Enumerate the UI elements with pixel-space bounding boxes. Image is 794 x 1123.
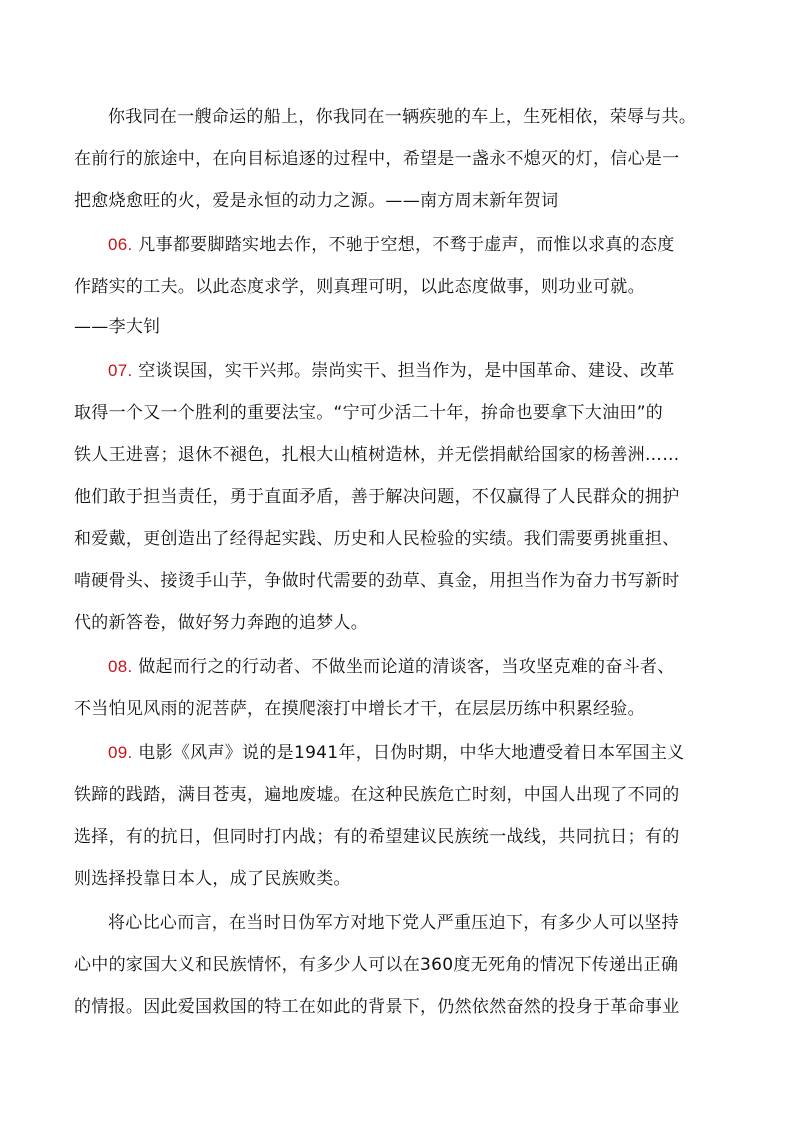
p3-line-6: 啃硬骨头、接烫手山芋，争做时代需要的劲草、真金，用担当作为奋力书写新时	[74, 571, 680, 591]
p5-line-1-text: 电影《风声》说的是1941年，日伪时期，中华大地遭受着日本军国主义	[132, 743, 685, 763]
p5-line-3: 选择，有的抗日，但同时打内战；有的希望建议民族统一战线，共同抗日；有的	[74, 827, 680, 847]
p1-line-1: 你我同在一艘命运的船上，你我同在一辆疾驰的车上，生死相依，荣辱与共。	[108, 107, 697, 127]
p6-line-1: 将心比心而言，在当时日伪军方对地下党人严重压迫下，有多少人可以坚持	[108, 913, 679, 933]
p3-line-1-text: 空谈误国，实干兴邦。崇尚实干、担当作为，是中国革命、建设、改革	[132, 361, 675, 381]
item-number-08: 08.	[108, 657, 133, 676]
p3-line-3: 铁人王进喜；退休不褪色，扎根大山植树造林，并无偿捐献给国家的杨善洲……	[74, 445, 680, 465]
p6-line-2: 心中的家国大义和民族情怀，有多少人可以在360度无死角的情况下传递出正确	[74, 955, 679, 975]
p3-line-1	[108, 360, 675, 382]
item-number-09: 09.	[108, 743, 133, 762]
p4-line-2: 不当怕见风雨的泥菩萨，在摸爬滚打中增长才干，在层层历练中积累经验。	[74, 699, 645, 719]
p2-line-1-text: 凡事都要脚踏实地去作，不驰于空想，不骛于虚声，而惟以求真的态度	[132, 235, 675, 255]
p1-line-2: 在前行的旅途中，在向目标追逐的过程中，希望是一盏永不熄灭的灯，信心是一	[74, 149, 680, 169]
p3-line-2: 取得一个又一个胜利的重要法宝。“宁可少活二十年，拚命也要拿下大油田”的	[74, 403, 664, 423]
p3-line-4: 他们敢于担当责任，勇于直面矛盾，善于解决问题，不仅赢得了人民群众的拥护	[74, 487, 680, 507]
p4-line-1-text: 做起而行之的行动者、不做坐而论道的清谈客，当攻坚克难的奋斗者、	[132, 657, 675, 677]
p5-line-2: 铁蹄的践踏，满目苍夷，遍地废墟。在这种民族危亡时刻，中国人出现了不同的	[74, 785, 680, 805]
p1-line-3: 把愈烧愈旺的火，爱是永恒的动力之源。——南方周末新年贺词	[74, 191, 559, 211]
p2-line-1	[108, 234, 675, 256]
p2-line-2: 作踏实的工夫。以此态度求学，则真理可明，以此态度做事，则功业可就。	[74, 277, 645, 297]
item-number-07: 07.	[108, 361, 133, 380]
p2-line-3: ——李大钊	[74, 317, 161, 337]
p3-line-7: 代的新答卷，做好努力奔跑的追梦人。	[74, 613, 369, 633]
p4-line-1	[108, 656, 675, 678]
item-number-06: 06.	[108, 235, 133, 254]
p5-line-4: 则选择投靠日本人，成了民族败类。	[74, 869, 351, 889]
p3-line-5: 和爱戴，更创造出了经得起实践、历史和人民检验的实绩。我们需要勇挑重担、	[74, 529, 680, 549]
p5-line-1	[108, 742, 684, 764]
p6-line-3: 的情报。因此爱国救国的特工在如此的背景下，仍然依然奋然的投身于革命事业	[74, 997, 680, 1017]
